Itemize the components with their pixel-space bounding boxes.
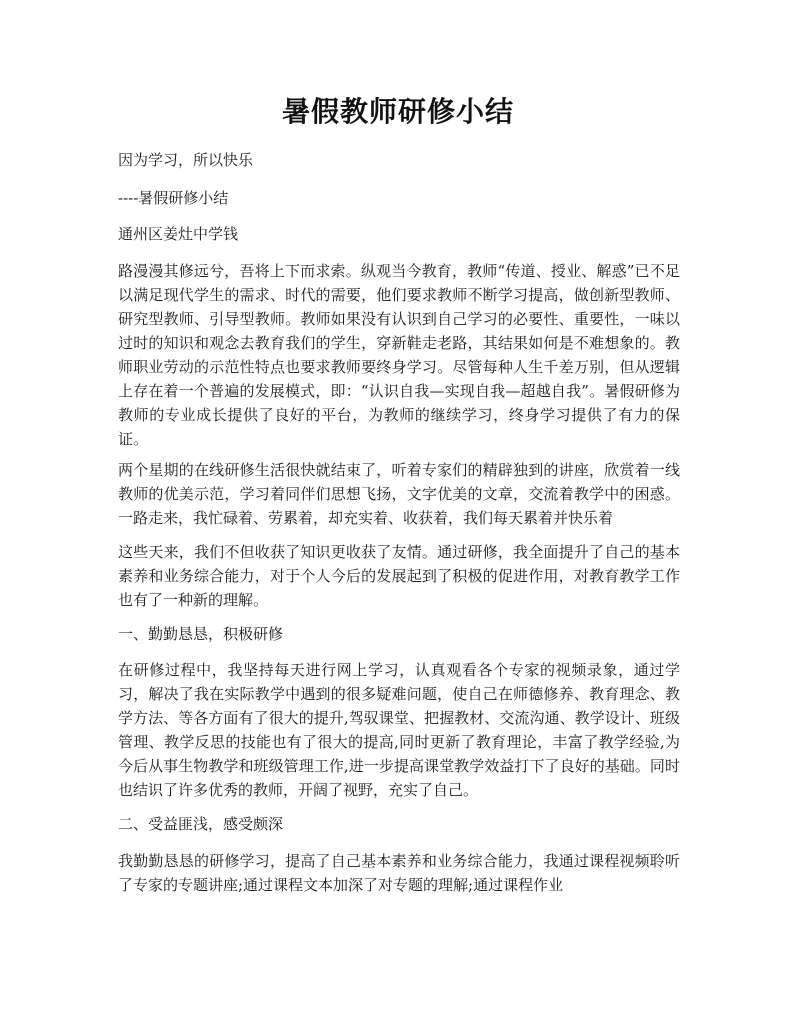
paragraph-two-weeks: 两个星期的在线研修生活很快就结束了，听着专家们的精辟独到的讲座，欣赏着一线教师的优美示范，学习着同伴们思想飞扬，文字优美的文章，交流着教学中的困惑。一路走来，我忙碌着、劳累着，却充实着、收获着，我们每天累着并快乐着 (118, 461, 680, 527)
paragraph-intro: 路漫漫其修远兮，吾将上下而求索。纵观当今教育，教师“传道、授业、解惑”已不足以满足现代学生的需求、时代的需要，他们要求教师不断学习提高，做创新型教师、研究型教师、引导型教师。教师如果没有认识到自己学习的必要性、重要性，一味以过时的知识和观念去教育我们的学生，穿新鞋走老路，其结果如何是不难想象的。教师职业劳动的示范性特点也要求教师要终身学习。尽管每种人生千差万别，但从逻辑上存在着一个普遍的发展模式，即：“认识自我—实现自我—超越自我”。暑假研修为教师的专业成长提供了良好的平台，为教师的继续学习，终身学习提供了有力的保证。 (118, 262, 680, 448)
section-paragraph-1: 在研修过程中，我坚持每天进行网上学习，认真观看各个专家的视频录象，通过学习，解决了我在实际教学中遇到的很多疑难问题，使自己在师德修养、教育理念、教学方法、等各方面有了很大的提升,驾驭课堂、把握教材、交流沟通、教学设计、班级管理、教学反思的技能也有了很大的提高,同时更新了教育理论，丰富了教学经验,为今后从事生物教学和班级管理工作,进一步提高课堂教学效益打下了良好的基础。同时也结识了许多优秀的教师，开阔了视野，充实了自己。 (118, 661, 680, 799)
section-heading-2: 二、受益匪浅，感受颇深 (118, 815, 284, 833)
document-subtitle: 因为学习，所以快乐 (118, 151, 254, 169)
section-paragraph-2: 我勤勤恳恳的研修学习，提高了自己基本素养和业务综合能力，我通过课程视频聆听了专家的专题讲座;通过课程文本加深了对专题的理解;通过课程作业 (118, 852, 680, 894)
paragraph-these-days: 这些天来，我们不但收获了知识更收获了友情。通过研修，我全面提升了自己的基本素养和业务综合能力，对于个人今后的发展起到了积极的促进作用，对教育教学工作也有了一种新的理解。 (118, 543, 680, 609)
document-author: 通州区姜灶中学钱 (118, 225, 239, 243)
document-title: 暑假教师研修小结 (281, 95, 514, 128)
document-subheading: ----暑假研修小结 (118, 189, 229, 207)
section-heading-1: 一、勤勤恳恳，积极研修 (118, 625, 284, 643)
